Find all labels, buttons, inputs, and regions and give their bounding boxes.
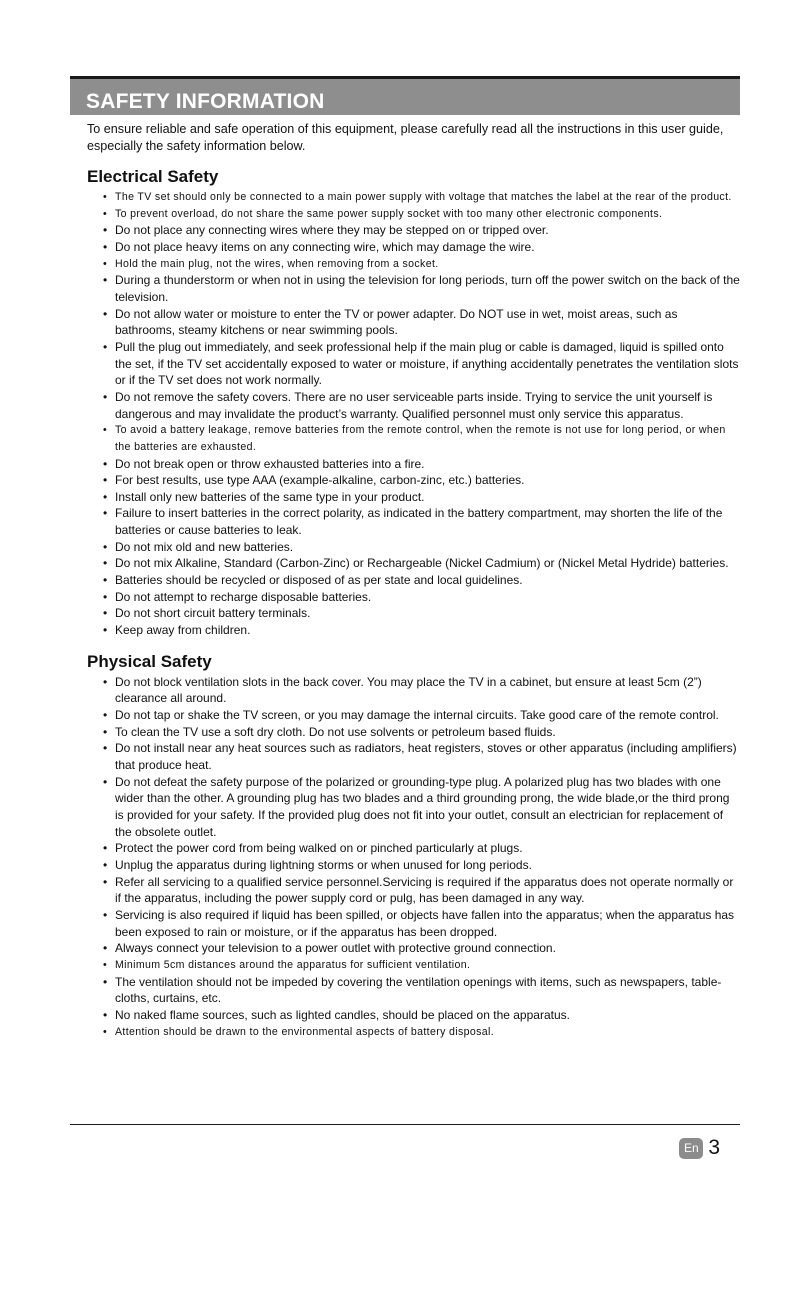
electrical-safety-heading: Electrical Safety: [87, 167, 219, 186]
list-item: • Do not allow water or moisture to enter the TV or power adapter. Do NOT use in wet, moist areas, such as bathrooms, steamy kitchens or near swimming pools.: [115, 306, 740, 339]
list-item: • Unplug the apparatus during lightning storms or when unused for long periods.: [115, 857, 740, 874]
list-item: • The TV set should only be connected to a main power supply with voltage that matches the label at the rear of the product.: [115, 189, 740, 206]
list-item: • Always connect your television to a power outlet with protective ground connection.: [115, 940, 740, 957]
list-item: • To prevent overload, do not share the same power supply socket with too many other electronic components.: [115, 206, 740, 223]
list-item: • Failure to insert batteries in the correct polarity, as indicated in the battery compartment, may shorten the life of the batteries or cause batteries to leak.: [115, 505, 740, 538]
list-item: • Do not mix old and new batteries.: [115, 539, 740, 556]
list-item: • Attention should be drawn to the environmental aspects of battery disposal.: [115, 1024, 740, 1041]
list-item: • To avoid a battery leakage, remove batteries from the remote control, when the remote is not use for long period, or when the batteries are exhausted.: [115, 422, 740, 455]
physical-safety-list: [70, 674, 740, 1040]
list-item: • To clean the TV use a soft dry cloth. Do not use solvents or petroleum based fluids.: [115, 724, 740, 741]
page-title: SAFETY INFORMATION: [86, 90, 325, 113]
list-item: • Do not block ventilation slots in the back cover. You may place the TV in a cabinet, but ensure at least 5cm (2”) clearance all around.: [115, 674, 740, 707]
list-item: • The ventilation should not be impeded by covering the ventilation openings with items, such as newspapers, table-cloths, curtains, etc.: [115, 974, 740, 1007]
list-item: • Do not defeat the safety purpose of the polarized or grounding-type plug. A polarized plug has two blades with one wider than the other. A grounding plug has two blades and a third grounding prong, the wide blade,or the third prong is provided for your safety. If the provided plug does not fit into your outlet, consult an electrician for replacement of the obsolete outlet.: [115, 774, 740, 841]
list-item: • Keep away from children.: [115, 622, 740, 639]
list-item: • During a thunderstorm or when not in using the television for long periods, turn off the power switch on the back of the television.: [115, 272, 740, 305]
list-item: • Do not short circuit battery terminals.: [115, 605, 740, 622]
list-item: • Pull the plug out immediately, and seek professional help if the main plug or cable is damaged, liquid is spilled onto the set, if the TV set accidentally exposed to water or moisture, if anything accidentally penetrates the ventilation slots or if the TV set does not work normally.: [115, 339, 740, 389]
list-item: • No naked flame sources, such as lighted candles, should be placed on the apparatus.: [115, 1007, 740, 1024]
list-item: • Do not place any connecting wires where they may be stepped on or tripped over.: [115, 222, 740, 239]
list-item: • Do not break open or throw exhausted batteries into a fire.: [115, 456, 740, 473]
intro-text: To ensure reliable and safe operation of this equipment, please carefully read all the instructions in this user guide, especially the safety information below.: [87, 122, 724, 153]
section-banner: [70, 79, 740, 115]
physical-safety-heading: Physical Safety: [87, 651, 212, 671]
list-item: • Refer all servicing to a qualified service personnel.Servicing is required if the apparatus does not operate normally or if the apparatus, including the power supply cord or pulg, has been damaged in any way.: [115, 874, 740, 907]
page-number: 3: [708, 1136, 720, 1159]
list-item: • Do not mix Alkaline, Standard (Carbon-Zinc) or Rechargeable (Nickel Cadmium) or (Nickel Metal Hydride) batteries.: [115, 555, 740, 572]
bottom-rule: [70, 1124, 740, 1125]
list-item: • Servicing is also required if liquid has been spilled, or objects have fallen into the apparatus; when the apparatus has been exposed to rain or moisture, or if the apparatus has been dropped.: [115, 907, 740, 940]
page-footer: [679, 1137, 720, 1159]
list-item: • Minimum 5cm distances around the apparatus for sufficient ventilation.: [115, 957, 740, 974]
list-item: • For best results, use type AAA (example-alkaline, carbon-zinc, etc.) batteries.: [115, 472, 740, 489]
list-item: • Install only new batteries of the same type in your product.: [115, 489, 740, 506]
electrical-safety-list: [70, 189, 740, 639]
list-item: • Do not attempt to recharge disposable batteries.: [115, 589, 740, 606]
list-item: • Protect the power cord from being walked on or pinched particularly at plugs.: [115, 840, 740, 857]
list-item: • Do not tap or shake the TV screen, or you may damage the internal circuits. Take good care of the remote control.: [115, 707, 740, 724]
list-item: • Do not place heavy items on any connecting wire, which may damage the wire.: [115, 239, 740, 256]
list-item: • Do not remove the safety covers. There are no user serviceable parts inside. Trying to service the unit yourself is dangerous and may invalidate the product’s warranty. Qualified personnel must only service this apparatus.: [115, 389, 740, 422]
list-item: • Do not install near any heat sources such as radiators, heat registers, stoves or other apparatus (including amplifiers) that produce heat.: [115, 740, 740, 773]
language-badge: En: [679, 1138, 703, 1159]
list-item: • Hold the main plug, not the wires, when removing from a socket.: [115, 256, 740, 273]
page-content: [70, 76, 740, 1040]
list-item: • Batteries should be recycled or disposed of as per state and local guidelines.: [115, 572, 740, 589]
